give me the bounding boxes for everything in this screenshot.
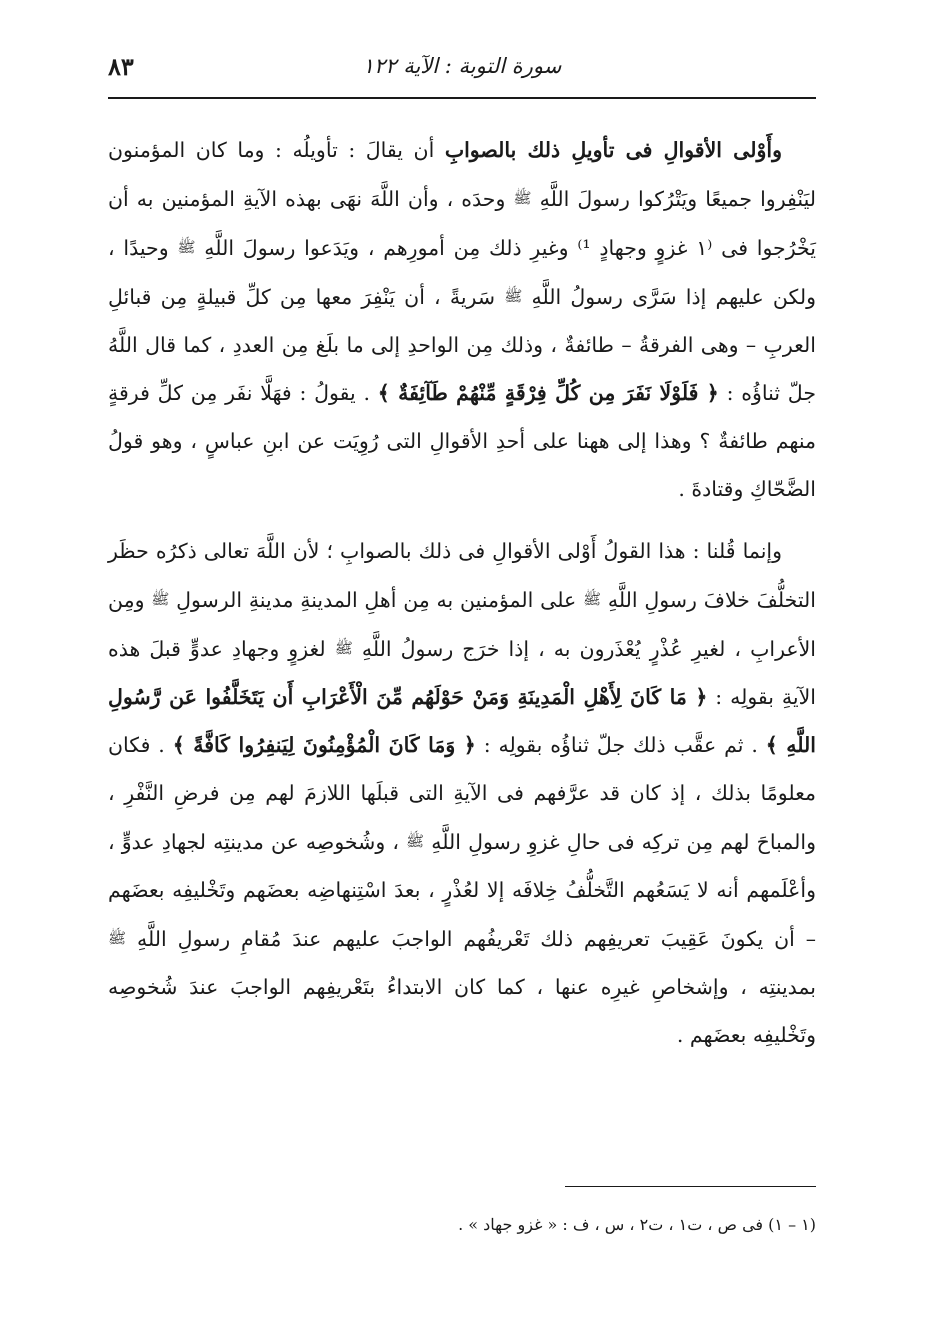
footnote-rule	[565, 1186, 816, 1187]
salla-ligature: ﷺ	[504, 287, 523, 305]
text-run: وغيرِ ذلك مِن أمورِهم ، ويَدَعوا رسولَ اللَّهِ	[195, 236, 578, 260]
footnote: (١ – ١) فى ص ، ت١ ، ت٢ ، س ، ف : « غزو جهاد » .	[458, 1215, 816, 1234]
text-run: سَريةً ، أن يَنْفِرَ معها مِن كلِّ قبيلةٍ مِن قبائلِ العربِ – وهى الفرقةُ – طائفةٌ ، وذلك مِن الواحدِ إلى ما بلَغ مِن العددِ ، كما قال اللَّهُ جلّ ثناؤُه :	[108, 285, 816, 405]
text-run: ، وشُخوصِه عن مدينتِه لجهادِ عدوٍّ ، وأعْلَمهم أنه لا يَسَعُهم التَّخلُّفُ خِلافَه إلا لعُذْرٍ ، بعدَ اسْتِنهاضِه بعضَهم وتَخْليفِه بعضَهم – أن يكونَ عَقِيبَ تعريفِهم ذلك تَعْريفُهم الواجبَ عليهم عندَ مُقامِ رسولِ اللَّهِ	[108, 830, 816, 951]
text-run: بمدينتِه ، وإشخاصِ غيرِه عنها ، كما كان الابتداءُ بتَعْريفِهم الواجبَ عندَ شُخوصِه وتَخْليفِه بعضَهم .	[108, 975, 816, 1047]
header-rule	[108, 97, 816, 99]
paragraph	[108, 527, 816, 1059]
text-run: على المؤمنين به مِن أهلِ المدينةِ مدينةِ الرسولِ	[169, 588, 583, 612]
text-run: . يقولُ : فهَلَّا نفَر مِن كلِّ فرقةٍ منهم طائفةٌ ؟ وهذا إلى ههنا على أحدِ الأقوالِ التى رُوِيَت عن ابنِ عباسٍ ، وهو قولُ الضَّحّاكِ وقتادةَ .	[108, 381, 816, 501]
text-run: ⁽١ غزوٍ وجهادٍ ¹⁾	[577, 236, 713, 260]
page-number: ٨٣	[108, 52, 134, 81]
salla-ligature: ﷺ	[177, 238, 196, 256]
text-run: لغزوٍ وجهادِ عدوٍّ قبلَ هذه الآيةِ بقولِه :	[108, 637, 816, 709]
paragraph	[108, 126, 816, 513]
lead-phrase: وأَوْلى الأقوالِ فى تأويلِ ذلك بالصوابِ	[444, 138, 782, 162]
text-run: أن يقالَ : تأويلُه : وما كان المؤمنون ليَنْفِروا جميعًا ويَتْرُكوا رسولَ اللَّهِ	[108, 138, 817, 211]
quran-verse: ﴿ وَمَا كَانَ الْمُؤْمِنُونَ لِيَنفِرُوا كَافَّةً ﴾	[172, 733, 476, 757]
text-run: ومِن الأعرابِ ، لغيرِ عُذْرٍ يُعْذَرون به ، إذا خرَج رسولُ اللَّهِ	[108, 588, 816, 661]
salla-ligature: ﷺ	[406, 832, 425, 850]
salla-ligature: ﷺ	[108, 929, 127, 947]
salla-ligature: ﷺ	[151, 590, 170, 608]
quran-verse: ﴿ فَلَوْلَا نَفَرَ مِن كُلِّ فِرْقَةٍ مِّنْهُمْ طَآئِفَةٌ ﴾	[377, 381, 719, 405]
salla-ligature: ﷺ	[334, 639, 353, 657]
salla-ligature: ﷺ	[513, 189, 532, 207]
text-run: وحيدًا ، ولكن عليهم إذا سَرَّى رسولُ اللَّهِ	[108, 236, 816, 309]
text-run: . ثم عقَّب ذلك جلّ ثناؤُه بقولِه :	[475, 733, 766, 757]
salla-ligature: ﷺ	[583, 590, 602, 608]
text-run: وحدَه ، وأن اللَّهَ نهَى بهذه الآيةِ المؤمنين به أن يَخْرُجوا فى	[108, 187, 816, 260]
quran-verse: ﴿ مَا كَانَ لِأَهْلِ الْمَدِينَةِ وَمَنْ حَوْلَهُم مِّنَ الْأَعْرَابِ أَن يَتَخَلَّفُوا عَن رَّسُولِ اللَّهِ ﴾	[108, 685, 816, 757]
page-header	[108, 46, 816, 90]
text-run: وإنما قُلنا : هذا القولُ أَوْلى الأقوالِ فى ذلك بالصوابِ ؛ لأن اللَّهَ تعالى ذكرُه حظَر التخلُّفَ خلافَ رسولِ اللَّهِ	[108, 539, 816, 612]
text-run: . فكان معلومًا بذلك ، إذ كان قد عرَّفهم فى الآيةِ التى قبلَها اللازمَ لهم مِن فرضِ النَّفْرِ ، والمباحَ لهم مِن تركِه فى حالِ غزوِ رسولِ اللَّهِ	[108, 733, 816, 854]
main-text	[108, 126, 816, 1059]
running-title: سورة التوبة : الآية ١٢٢	[362, 54, 562, 78]
